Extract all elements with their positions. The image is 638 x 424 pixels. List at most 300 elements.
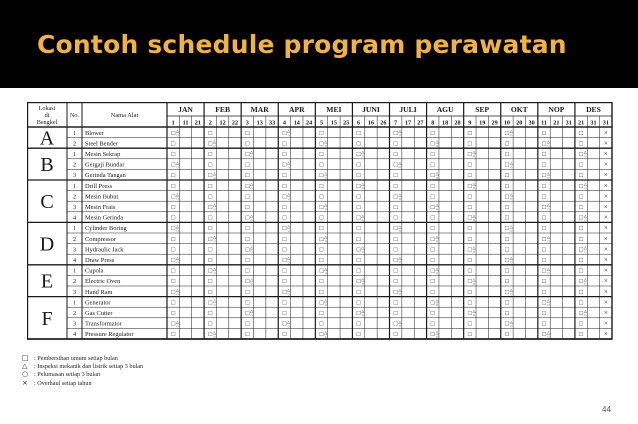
cleaning-mark: □ — [393, 267, 398, 275]
lubrication-mark: ○ — [250, 312, 253, 318]
header-tool-name: Nama Alat — [110, 112, 139, 119]
cleaning-mark: □ — [393, 129, 398, 137]
inspection-mark: △ — [398, 255, 402, 261]
cleaning-mark: □ — [430, 204, 435, 211]
inspection-mark: △ — [472, 181, 476, 187]
inspection-mark: △ — [361, 181, 365, 187]
cleaning-mark: □ — [171, 246, 176, 254]
lubrication-mark: ○ — [547, 174, 550, 180]
legend-text: : Pembersihan umum setiap bulan — [34, 355, 118, 362]
inspection-mark: △ — [398, 287, 402, 293]
tool-name: Gas Cutter — [85, 310, 113, 317]
cleaning-mark: □ — [579, 151, 584, 158]
lubrication-mark: ○ — [324, 174, 328, 180]
cleaning-mark: □ — [579, 278, 584, 286]
lubrication-mark: ○ — [176, 291, 179, 297]
lubrication-mark: ○ — [213, 206, 216, 212]
date-label: 29 — [491, 119, 498, 127]
cleaning-mark: □ — [504, 129, 509, 137]
cleaning-mark: □ — [504, 246, 509, 254]
inspection-mark: △ — [472, 276, 476, 282]
date-label: 14 — [293, 119, 300, 127]
cleaning-mark: □ — [430, 246, 435, 254]
cleaning-mark: □ — [208, 267, 213, 275]
inspection-mark: △ — [398, 128, 402, 134]
lubrication-mark: ○ — [584, 249, 587, 255]
overhaul-mark: × — [603, 171, 608, 180]
month-label: OKT — [510, 105, 528, 114]
lubrication-mark: ○ — [509, 323, 513, 329]
cleaning-mark: □ — [356, 214, 361, 222]
inspection-mark: △ — [212, 234, 217, 240]
date-label: 11 — [182, 119, 189, 127]
lubrication-mark: ○ — [398, 291, 402, 297]
date-label: 5 — [319, 119, 324, 127]
lubrication-mark: ○ — [509, 259, 513, 265]
lubrication-mark: ○ — [287, 323, 291, 329]
tool-name: Generator — [85, 299, 111, 307]
cleaning-mark: □ — [504, 204, 509, 211]
inspection-mark: △ — [472, 149, 476, 155]
lubrication-mark: ○ — [176, 196, 179, 202]
cleaning-mark: □ — [319, 235, 324, 243]
cleaning-mark: □ — [504, 235, 509, 243]
cleaning-mark: □ — [171, 204, 176, 211]
cleaning-mark: □ — [208, 204, 213, 211]
inspection-mark: △ — [175, 160, 180, 166]
tool-name: Hand Ram — [85, 288, 113, 296]
lubrication-mark: ○ — [287, 132, 291, 138]
tool-name: Electric Oven — [85, 278, 121, 286]
cleaning-mark: □ — [542, 246, 546, 254]
cleaning-mark: □ — [430, 310, 435, 317]
overhaul-mark: × — [603, 160, 608, 169]
inspection-mark: △ — [546, 202, 550, 208]
date-label: 31 — [602, 119, 609, 127]
lubrication-mark: ○ — [472, 185, 476, 191]
cleaning-mark: □ — [319, 193, 324, 201]
lubrication-mark: ○ — [250, 249, 253, 255]
header-number: No. — [69, 112, 80, 119]
lubrication-mark: ○ — [435, 206, 439, 212]
lubrication-mark: ○ — [324, 238, 328, 244]
cleaning-mark: □ — [208, 310, 213, 317]
square-symbol-icon: □ — [22, 354, 29, 362]
lubrication-mark: ○ — [398, 259, 402, 265]
maintenance-schedule-table — [27, 102, 613, 352]
cleaning-mark: □ — [579, 246, 584, 254]
inspection-mark: △ — [361, 308, 365, 314]
date-label: 33 — [268, 119, 276, 127]
inspection-mark: △ — [583, 181, 588, 187]
inspection-mark: △ — [435, 170, 439, 176]
cleaning-mark: □ — [467, 288, 472, 296]
cleaning-mark: □ — [319, 320, 324, 328]
inspection-mark: △ — [175, 287, 180, 293]
inspection-mark: △ — [361, 245, 365, 251]
inspection-mark: △ — [212, 298, 217, 304]
cleaning-mark: □ — [504, 172, 509, 180]
cleaning-mark: □ — [282, 320, 287, 328]
month-label: AGU — [436, 105, 454, 114]
date-label: 15 — [330, 119, 337, 127]
tool-name: Mesin Bubut — [85, 193, 119, 201]
legend-item — [22, 370, 143, 378]
lubrication-mark: ○ — [361, 312, 365, 318]
cleaning-mark: □ — [467, 204, 472, 211]
cleaning-mark: □ — [393, 246, 398, 254]
date-label: 31 — [565, 119, 572, 127]
cleaning-mark: □ — [393, 204, 398, 211]
header-location: Lokasi — [38, 105, 56, 112]
group-letter: B — [40, 154, 54, 177]
date-label: 26 — [380, 119, 387, 127]
row-number: 3 — [72, 288, 77, 296]
tool-name: Mesin Sekrap — [85, 151, 121, 158]
cleaning-mark: □ — [171, 288, 176, 296]
group-letter: A — [39, 127, 55, 150]
cleaning-mark: □ — [504, 161, 509, 169]
cleaning-mark: □ — [245, 204, 250, 211]
cleaning-mark: □ — [208, 235, 213, 243]
cleaning-mark: □ — [467, 299, 472, 307]
cleaning-mark: □ — [356, 151, 361, 158]
row-number: 1 — [72, 129, 77, 137]
cleaning-mark: □ — [430, 161, 435, 169]
lubrication-mark: ○ — [287, 227, 291, 233]
cleaning-mark: □ — [319, 246, 324, 254]
lubrication-mark: ○ — [398, 132, 402, 138]
cleaning-mark: □ — [282, 331, 287, 339]
cleaning-mark: □ — [319, 161, 324, 169]
cleaning-mark: □ — [430, 320, 435, 328]
cleaning-mark: □ — [542, 320, 546, 328]
lubrication-mark: ○ — [213, 302, 216, 308]
cleaning-mark: □ — [393, 172, 398, 180]
inspection-mark: △ — [509, 128, 513, 134]
overhaul-mark: × — [603, 192, 608, 201]
cleaning-mark: □ — [467, 172, 472, 180]
cleaning-mark: □ — [171, 235, 176, 243]
row-number: 4 — [72, 257, 77, 264]
cleaning-mark: □ — [319, 151, 324, 158]
date-label: 25 — [343, 119, 350, 127]
cleaning-mark: □ — [356, 331, 361, 339]
cleaning-mark: □ — [467, 310, 472, 317]
cleaning-mark: □ — [542, 278, 546, 286]
cleaning-mark: □ — [245, 288, 250, 296]
date-label: 18 — [442, 119, 449, 127]
cleaning-mark: □ — [245, 267, 250, 275]
row-number: 3 — [72, 320, 77, 328]
slide-title: Contoh schedule program perawatan — [37, 30, 567, 59]
cleaning-mark: □ — [467, 193, 472, 201]
cleaning-mark: □ — [542, 288, 546, 296]
cleaning-mark: □ — [245, 235, 250, 243]
cleaning-mark: □ — [245, 214, 250, 222]
overhaul-mark: × — [603, 298, 608, 307]
cleaning-mark: □ — [245, 172, 250, 180]
symbol-legend — [22, 354, 143, 387]
cleaning-mark: □ — [430, 193, 435, 201]
lubrication-mark: ○ — [584, 312, 587, 318]
lubrication-mark: ○ — [547, 270, 550, 276]
lubrication-mark: ○ — [472, 153, 476, 159]
cleaning-mark: □ — [171, 331, 176, 339]
date-label: 9 — [468, 119, 472, 127]
lubrication-mark: ○ — [176, 164, 179, 170]
cleaning-mark: □ — [282, 193, 287, 201]
lubrication-mark: ○ — [176, 323, 179, 329]
cleaning-mark: □ — [393, 214, 398, 222]
overhaul-mark: × — [603, 181, 608, 190]
inspection-mark: △ — [250, 276, 254, 282]
lubrication-mark: ○ — [287, 196, 291, 202]
inspection-mark: △ — [324, 266, 328, 272]
cleaning-mark: □ — [579, 204, 584, 211]
cleaning-mark: □ — [208, 214, 213, 222]
inspection-mark: △ — [546, 234, 550, 240]
lubrication-mark: ○ — [547, 238, 550, 244]
row-number: 2 — [72, 140, 77, 148]
lubrication-mark: ○ — [213, 143, 216, 149]
cleaning-mark: □ — [430, 225, 435, 233]
cleaning-mark: □ — [171, 257, 176, 264]
date-label: 11 — [541, 119, 547, 127]
cleaning-mark: □ — [504, 320, 509, 328]
title-bar — [0, 0, 638, 88]
cleaning-mark: □ — [208, 278, 213, 286]
cleaning-mark: □ — [542, 299, 546, 307]
legend-text: : Pelumasan setiap 3 bulan — [34, 371, 100, 379]
date-label: 21 — [194, 119, 201, 127]
date-label: 17 — [404, 119, 412, 127]
lubrication-mark: ○ — [398, 227, 402, 233]
cleaning-mark: □ — [282, 246, 287, 254]
row-number: 2 — [72, 193, 77, 201]
lubrication-mark: ○ — [176, 259, 179, 265]
row-number: 2 — [72, 278, 77, 286]
inspection-mark: △ — [361, 213, 365, 219]
cleaning-mark: □ — [171, 278, 176, 286]
inspection-mark: △ — [287, 160, 291, 166]
cleaning-mark: □ — [393, 182, 398, 190]
inspection-mark: △ — [324, 298, 328, 304]
cleaning-mark: □ — [542, 235, 546, 243]
cleaning-mark: □ — [579, 172, 584, 180]
date-label: 3 — [245, 119, 249, 127]
tool-name: Mesin Gerinda — [85, 214, 124, 222]
cleaning-mark: □ — [245, 278, 250, 286]
cleaning-mark: □ — [282, 225, 287, 233]
cleaning-mark: □ — [579, 257, 584, 264]
lubrication-mark: ○ — [250, 280, 253, 286]
cleaning-mark: □ — [245, 140, 250, 148]
inspection-mark: △ — [212, 202, 217, 208]
lubrication-mark: ○ — [176, 132, 179, 138]
row-number: 1 — [72, 225, 77, 233]
lubrication-mark: ○ — [398, 323, 402, 329]
cleaning-mark: □ — [282, 235, 287, 243]
cleaning-mark: □ — [504, 140, 509, 148]
lubrication-mark: ○ — [509, 291, 513, 297]
date-label: 2 — [208, 119, 212, 127]
date-label: 8 — [431, 119, 435, 127]
inspection-mark: △ — [583, 245, 588, 251]
cleaning-mark: □ — [208, 299, 213, 307]
cleaning-mark: □ — [393, 225, 398, 233]
cleaning-mark: □ — [430, 288, 435, 296]
row-number: 1 — [72, 182, 77, 190]
cleaning-mark: □ — [319, 299, 324, 307]
cleaning-mark: □ — [282, 161, 287, 169]
cleaning-mark: □ — [356, 161, 361, 169]
cleaning-mark: □ — [393, 299, 398, 307]
cleaning-mark: □ — [393, 235, 398, 243]
tool-name: Mesin Frais — [85, 204, 116, 211]
overhaul-mark: × — [603, 128, 608, 137]
inspection-mark: △ — [583, 213, 588, 219]
cleaning-mark: □ — [504, 299, 509, 307]
row-number: 2 — [72, 235, 77, 243]
cleaning-mark: □ — [504, 278, 509, 286]
tool-name: Pressure Regulator — [85, 331, 134, 339]
month-label: JAN — [178, 105, 193, 114]
cleaning-mark: □ — [430, 182, 435, 190]
inspection-mark: △ — [509, 192, 513, 198]
inspection-mark: △ — [509, 287, 513, 293]
lubrication-mark: ○ — [509, 196, 513, 202]
cleaning-mark: □ — [430, 129, 435, 137]
cleaning-mark: □ — [171, 214, 176, 222]
lubrication-mark: ○ — [547, 333, 550, 339]
cleaning-mark: □ — [319, 267, 324, 275]
lubrication-mark: ○ — [361, 280, 365, 286]
cleaning-mark: □ — [542, 225, 546, 233]
cleaning-mark: □ — [245, 246, 250, 254]
cleaning-mark: □ — [245, 129, 250, 137]
cleaning-mark: □ — [467, 214, 472, 222]
date-label: 4 — [282, 119, 286, 127]
cleaning-mark: □ — [245, 331, 250, 339]
cleaning-mark: □ — [319, 140, 324, 148]
group-letter: E — [40, 270, 54, 293]
cleaning-mark: □ — [542, 140, 546, 148]
date-label: 21 — [553, 119, 560, 127]
inspection-mark: △ — [324, 202, 328, 208]
lubrication-mark: ○ — [324, 206, 328, 212]
inspection-mark: △ — [398, 319, 402, 325]
row-number: 1 — [72, 299, 77, 307]
month-label: SEP — [475, 105, 490, 114]
inspection-mark: △ — [212, 139, 217, 145]
inspection-mark: △ — [175, 255, 180, 261]
cleaning-mark: □ — [356, 246, 361, 254]
lubrication-mark: ○ — [584, 217, 587, 223]
inspection-mark: △ — [212, 266, 217, 272]
lubrication-mark: ○ — [398, 196, 402, 202]
date-label: 10 — [503, 119, 511, 127]
lubrication-mark: ○ — [324, 143, 328, 149]
tool-name: Gergaji Bundar — [85, 161, 125, 169]
cleaning-mark: □ — [467, 151, 472, 158]
header-location: di — [44, 112, 50, 119]
date-label: 13 — [256, 119, 263, 127]
cleaning-mark: □ — [356, 288, 361, 296]
month-label: DES — [586, 105, 601, 114]
cleaning-mark: □ — [542, 172, 546, 180]
tool-name: Hydraulic Jack — [85, 246, 124, 254]
cleaning-mark: □ — [245, 310, 250, 317]
inspection-mark: △ — [435, 298, 439, 304]
inspection-mark: △ — [472, 245, 476, 251]
date-label: 12 — [219, 119, 226, 127]
cleaning-mark: □ — [282, 214, 287, 222]
group-letter: C — [40, 191, 54, 214]
tool-name: Steel Bender — [85, 140, 118, 148]
cleaning-mark: □ — [542, 257, 546, 264]
date-label: 7 — [394, 119, 398, 127]
cleaning-mark: □ — [319, 172, 324, 180]
lubrication-mark: ○ — [287, 291, 291, 297]
cleaning-mark: □ — [171, 172, 176, 180]
cleaning-mark: □ — [579, 331, 584, 339]
inspection-mark: △ — [583, 149, 588, 155]
overhaul-mark: × — [603, 203, 608, 211]
lubrication-mark: ○ — [213, 238, 216, 244]
month-label: FEB — [215, 105, 231, 114]
cleaning-mark: □ — [356, 204, 361, 211]
row-number: 3 — [72, 172, 77, 180]
lubrication-mark: ○ — [547, 143, 550, 149]
cleaning-mark: □ — [542, 214, 546, 222]
cleaning-mark: □ — [467, 246, 472, 254]
inspection-mark: △ — [324, 170, 328, 176]
cleaning-mark: □ — [430, 140, 435, 148]
cleaning-mark: □ — [542, 331, 546, 339]
cleaning-mark: □ — [282, 151, 287, 158]
cleaning-mark: □ — [393, 257, 398, 264]
cleaning-mark: □ — [282, 310, 287, 317]
inspection-mark: △ — [509, 223, 513, 229]
cleaning-mark: □ — [430, 172, 435, 180]
lubrication-mark: ○ — [472, 217, 476, 223]
legend-item — [22, 379, 143, 387]
tool-name: Gerinda Tangan — [85, 172, 126, 180]
overhaul-mark: × — [603, 309, 608, 317]
overhaul-mark: × — [603, 266, 608, 275]
lubrication-mark: ○ — [324, 302, 328, 308]
cleaning-mark: □ — [430, 151, 435, 158]
lubrication-mark: ○ — [547, 206, 550, 212]
cleaning-mark: □ — [319, 278, 324, 286]
row-number: 1 — [72, 151, 77, 158]
cleaning-mark: □ — [319, 225, 324, 233]
cleaning-mark: □ — [208, 320, 213, 328]
overhaul-mark: × — [603, 287, 608, 296]
cleaning-mark: □ — [393, 331, 398, 339]
inspection-mark: △ — [287, 128, 291, 134]
month-label: APR — [288, 105, 305, 114]
lubrication-mark: ○ — [287, 259, 291, 265]
triangle-symbol-icon: △ — [22, 362, 28, 371]
row-number: 4 — [72, 214, 77, 222]
cross-symbol-icon: × — [22, 378, 28, 387]
cleaning-mark: □ — [542, 267, 546, 275]
cleaning-mark: □ — [579, 193, 584, 201]
lubrication-mark: ○ — [472, 249, 476, 255]
date-label: 22 — [231, 119, 239, 127]
